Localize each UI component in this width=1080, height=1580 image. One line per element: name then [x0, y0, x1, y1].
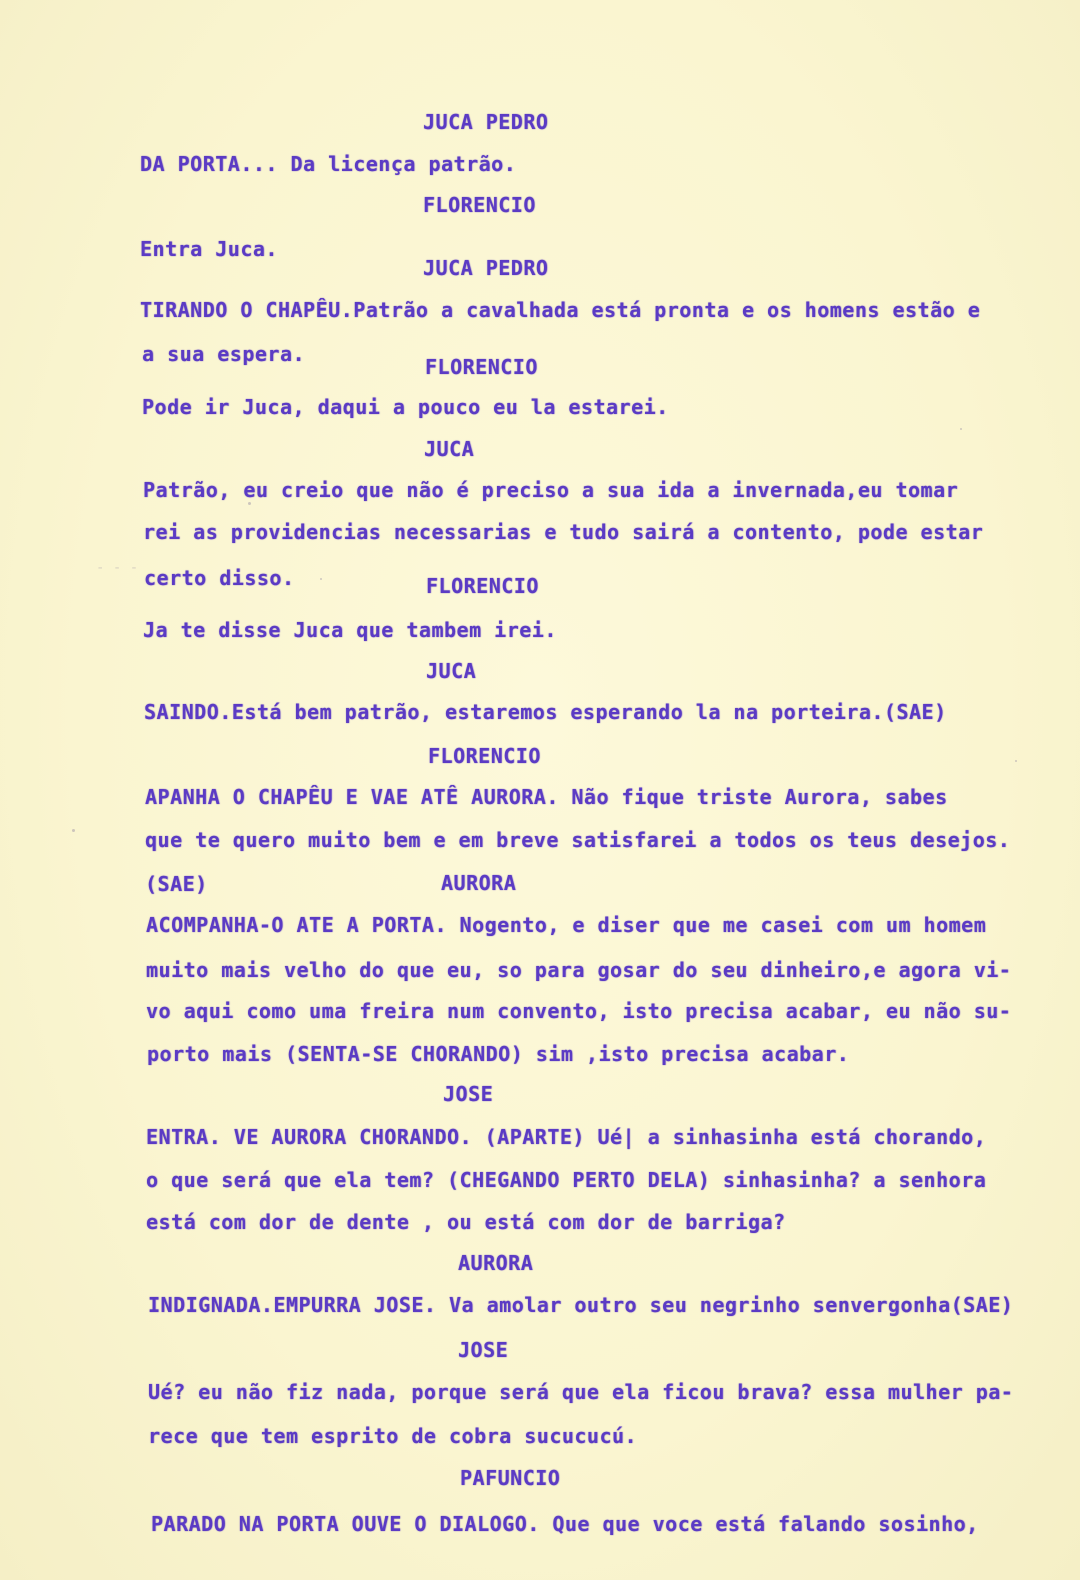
dialogue-line: rei as providencias necessarias e tudo sairá a contento, pode estar — [143, 520, 984, 544]
speaker-name: JUCA — [426, 659, 477, 683]
speaker-name: PAFUNCIO — [460, 1466, 561, 1490]
speaker-name: JOSE — [443, 1082, 494, 1106]
dialogue-line: rece que tem esprito de cobra sucucucú. — [148, 1424, 638, 1448]
dialogue-line: Ué? eu não fiz nada, porque será que ela ficou brava? essa mulher pa- — [148, 1380, 1014, 1404]
speaker-name: JOSE — [458, 1338, 509, 1362]
speaker-name: JUCA PEDRO — [423, 110, 549, 134]
speaker-name: FLORENCIO — [426, 574, 539, 598]
speaker-name: FLORENCIO — [423, 193, 536, 217]
paper-speck — [248, 502, 251, 505]
dialogue-line: APANHA O CHAPÊU E VAE ATÊ AURORA. Não fique triste Aurora, sabes — [145, 785, 948, 809]
dialogue-line: Patrão, eu creio que não é preciso a sua ida a invernada,eu tomar — [143, 478, 959, 502]
dialogue-line: vo aqui como uma freira num convento, isto precisa acabar, eu não su- — [146, 999, 1012, 1023]
dialogue-line: TIRANDO O CHAPÊU.Patrão a cavalhada está pronta e os homens estão e — [140, 298, 981, 322]
paper-speck — [320, 578, 322, 580]
dialogue-line: está com dor de dente , ou está com dor de barriga? — [146, 1210, 786, 1234]
dialogue-line: (SAE) — [145, 872, 208, 896]
dialogue-line: PARADO NA PORTA OUVE O DIALOGO. Que que voce está falando sosinho, — [151, 1512, 979, 1536]
dialogue-line: SAINDO.Está bem patrão, estaremos esperando la na porteira.(SAE) — [144, 700, 947, 724]
speaker-name: AURORA — [441, 871, 517, 895]
speaker-name: FLORENCIO — [425, 355, 538, 379]
dialogue-line: Entra Juca. — [140, 237, 278, 261]
speaker-name: JUCA PEDRO — [423, 256, 549, 280]
paper-speck — [72, 829, 75, 832]
dialogue-line: porto mais (SENTA-SE CHORANDO) sim ,isto precisa acabar. — [147, 1042, 850, 1066]
dialogue-line: ACOMPANHA-O ATE A PORTA. Nogento, e diser que me casei com um homem — [146, 913, 987, 937]
paper-speck — [960, 428, 962, 430]
speaker-name: AURORA — [458, 1251, 534, 1275]
dialogue-line: ENTRA. VE AURORA CHORANDO. (APARTE) Ué| a sinhasinha está chorando, — [146, 1125, 987, 1149]
dialogue-line: o que será que ela tem? (CHEGANDO PERTO DELA) sinhasinha? a senhora — [146, 1168, 987, 1192]
speaker-name: FLORENCIO — [428, 744, 541, 768]
dialogue-line: Ja te disse Juca que tambem irei. — [143, 618, 557, 642]
paper-speck — [1015, 760, 1017, 762]
bleed-through-mark: - - - — [96, 560, 139, 576]
speaker-name: JUCA — [424, 437, 475, 461]
dialogue-line: a sua espera. — [142, 342, 306, 366]
dialogue-line: que te quero muito bem e em breve satisfarei a todos os teus desejos. — [145, 828, 1011, 852]
dialogue-line: muito mais velho do que eu, so para gosar do seu dinheiro,e agora vi- — [146, 958, 1012, 982]
dialogue-line: INDIGNADA.EMPURRA JOSE. Va amolar outro seu negrinho senvergonha(SAE) — [148, 1293, 1014, 1317]
dialogue-line: DA PORTA... Da licença patrão. — [140, 152, 517, 176]
dialogue-line: certo disso. — [144, 566, 295, 590]
dialogue-line: Pode ir Juca, daqui a pouco eu la estarei. — [142, 395, 669, 419]
